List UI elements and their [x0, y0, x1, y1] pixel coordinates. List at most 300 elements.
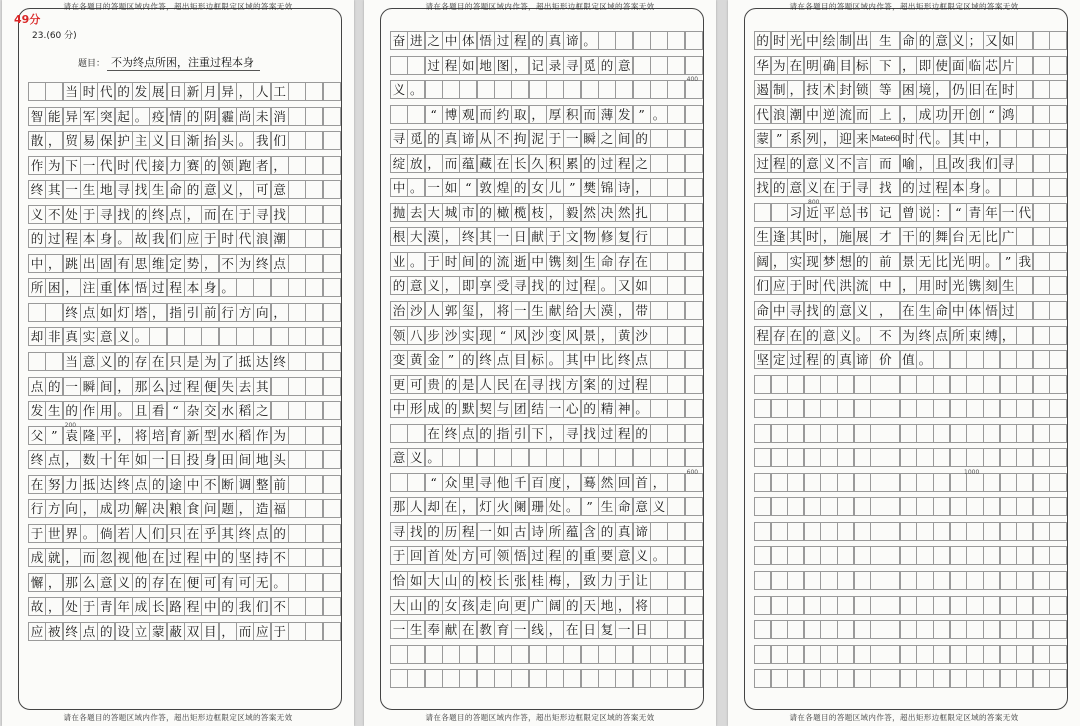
grid-cell: ，: [115, 426, 133, 445]
grid-cell: [305, 597, 323, 616]
grid-cell: [390, 105, 408, 124]
grid-cell: [305, 156, 323, 175]
grid-cell: 谛: [563, 31, 581, 50]
grid-cell: 精: [598, 399, 616, 418]
grid-cell: 团: [511, 399, 529, 418]
grid-cell: 跑: [236, 156, 254, 175]
grid-cell: ，: [563, 571, 581, 590]
grid-cell: 更: [511, 596, 529, 615]
grid-cell: 技: [804, 80, 821, 99]
grid-cell: [916, 399, 933, 418]
grid-cell: 用: [97, 401, 115, 420]
grid-cell: [598, 448, 616, 467]
grid-cell: 其: [950, 129, 967, 148]
grid-cell: [477, 669, 495, 688]
grid-cell: 。: [933, 129, 950, 148]
word-count-marker: 200: [64, 421, 77, 429]
grid-cell: 指: [167, 303, 185, 322]
grid-cell: 绽: [390, 154, 408, 173]
grid-cell: 而: [870, 154, 900, 173]
grid-cell: 在: [494, 154, 512, 173]
grid-cell: 霾: [219, 107, 237, 126]
grid-cell: [633, 645, 651, 664]
grid-cell: [685, 669, 703, 688]
grid-cell: 实: [787, 252, 804, 271]
grid-cell: [667, 252, 685, 271]
grid-cell: [1033, 448, 1050, 467]
grid-cell: 而: [80, 548, 98, 567]
grid-cell: 的: [916, 227, 933, 246]
grid-cell: [854, 546, 871, 565]
grid-cell: [916, 375, 933, 394]
grid-cell: [966, 350, 983, 369]
grid-cell: 一: [477, 522, 495, 541]
grid-cell: 目: [511, 350, 529, 369]
grid-cell: [983, 424, 1000, 443]
grid-cell: [1033, 203, 1050, 222]
grid-cell: ，: [442, 227, 460, 246]
grid-cell: [1033, 375, 1050, 394]
grid-cell: [633, 80, 651, 99]
grid-cell: 整: [253, 475, 271, 494]
grid-cell: 时: [442, 252, 460, 271]
grid-cell: 程: [546, 546, 564, 565]
grid-cell: 在: [563, 620, 581, 639]
grid-cell: 点: [80, 303, 98, 322]
grid-cell: 中: [804, 105, 821, 124]
grid-cell: 间: [97, 377, 115, 396]
grid-cell: 在: [184, 524, 202, 543]
grid-cell: 存: [771, 326, 788, 345]
grid-cell: 的: [219, 548, 237, 567]
grid-cell: 终: [459, 227, 477, 246]
grid-cell: 点: [633, 350, 651, 369]
grid-cell: [1049, 497, 1066, 516]
grid-cell: [563, 80, 581, 99]
grid-cell: ，: [184, 205, 202, 224]
grid-cell: 瞬: [581, 129, 599, 148]
grid-cell: [667, 596, 685, 615]
grid-cell: 年: [983, 203, 1000, 222]
grid-cell: [650, 154, 668, 173]
grid-cell: [771, 473, 788, 492]
grid-cell: ，: [615, 301, 633, 320]
grid-cell: ，: [80, 499, 98, 518]
grid-cell: [854, 571, 871, 590]
grid-cell: [754, 571, 771, 590]
grid-cell: 点: [933, 326, 950, 345]
grid-cell: [1049, 473, 1066, 492]
grid-cell: 实: [459, 326, 477, 345]
grid-cell: [581, 645, 599, 664]
grid-cell: [667, 620, 685, 639]
grid-cell: [820, 571, 837, 590]
grid-cell: 献: [442, 620, 460, 639]
grid-cell: 代: [754, 105, 771, 124]
grid-cell: 找: [529, 276, 547, 295]
grid-cell: 过: [563, 276, 581, 295]
grid-cell: [950, 424, 967, 443]
grid-cell: 持: [253, 548, 271, 567]
grid-cell: 下: [63, 156, 81, 175]
grid-cell: 作: [80, 401, 98, 420]
grid-cell: 又: [615, 276, 633, 295]
grid-cell: 山: [442, 571, 460, 590]
grid-cell: 中: [870, 276, 900, 295]
grid-cell: [837, 571, 854, 590]
grid-cell: 在: [28, 475, 46, 494]
grid-cell: 突: [97, 107, 115, 126]
grid-cell: [288, 180, 306, 199]
grid-cell: 义: [837, 326, 854, 345]
grid-cell: 维: [149, 254, 167, 273]
grid-cell: 蒙: [754, 129, 771, 148]
grid-cell: [1016, 473, 1033, 492]
grid-cell: [916, 571, 933, 590]
grid-cell: 们: [983, 154, 1000, 173]
grid-cell: [1049, 276, 1066, 295]
grid-cell: 可: [253, 180, 271, 199]
grid-cell: 智: [28, 107, 46, 126]
grid-cell: 的: [132, 205, 150, 224]
grid-cell: 指: [494, 424, 512, 443]
grid-cell: [1000, 473, 1017, 492]
grid-cell: 不: [201, 475, 219, 494]
grid-cell: [323, 475, 341, 494]
grid-cell: [390, 424, 408, 443]
grid-cell: [820, 522, 837, 541]
grid-cell: 中: [581, 350, 599, 369]
grid-cell: ，: [115, 377, 133, 396]
grid-cell: 出: [854, 31, 871, 50]
grid-cell: 不: [494, 129, 512, 148]
grid-cell: 么: [149, 377, 167, 396]
grid-cell: ，: [870, 301, 900, 320]
grid-cell: [950, 375, 967, 394]
grid-cell: 的: [459, 350, 477, 369]
grid-cell: 为: [771, 56, 788, 75]
grid-cell: 在: [219, 205, 237, 224]
grid-cell: 么: [80, 573, 98, 592]
grid-cell: [1049, 105, 1066, 124]
grid-cell: [950, 571, 967, 590]
grid-cell: 教: [477, 620, 495, 639]
grid-cell: [1033, 227, 1050, 246]
grid-cell: 浪: [253, 229, 271, 248]
grid-cell: 义: [115, 573, 133, 592]
grid-cell: [323, 278, 341, 297]
grid-cell: 心: [563, 399, 581, 418]
grid-cell: 毅: [563, 203, 581, 222]
grid-cell: 孩: [459, 596, 477, 615]
grid-cell: 遏: [754, 80, 771, 99]
grid-cell: 。: [132, 327, 150, 346]
grid-cell: 刻: [983, 276, 1000, 295]
grid-cell: ，: [983, 129, 1000, 148]
grid-cell: ，: [820, 129, 837, 148]
grid-cell: 身: [966, 178, 983, 197]
grid-cell: [854, 522, 871, 541]
grid-cell: [1033, 399, 1050, 418]
grid-cell: [820, 596, 837, 615]
grid-cell: [804, 546, 821, 565]
grid-cell: [45, 303, 63, 322]
grid-cell: [754, 645, 771, 664]
grid-cell: [407, 473, 425, 492]
grid-cell: 意: [804, 154, 821, 173]
grid-cell: [1016, 522, 1033, 541]
grid-cell: [667, 56, 685, 75]
grid-cell: 力: [167, 156, 185, 175]
grid-cell: [28, 82, 46, 101]
grid-cell: 一: [390, 620, 408, 639]
grid-cell: 说: [916, 203, 933, 222]
grid-cell: [900, 571, 917, 590]
grid-cell: [323, 450, 341, 469]
grid-cell: 程: [933, 178, 950, 197]
grid-cell: [494, 80, 512, 99]
grid-cell: 比: [933, 252, 950, 271]
grid-cell: “: [950, 203, 967, 222]
grid-cell: 积: [546, 154, 564, 173]
grid-cell: 悟: [132, 278, 150, 297]
grid-cell: 恰: [390, 571, 408, 590]
grid-cell: 迎: [837, 129, 854, 148]
grid-cell: [650, 252, 668, 271]
grid-cell: [900, 399, 917, 418]
grid-cell: [685, 399, 703, 418]
grid-cell: ，: [236, 499, 254, 518]
grid-cell: 我: [149, 229, 167, 248]
grid-cell: [219, 327, 237, 346]
grid-cell: 作: [28, 156, 46, 175]
grid-cell: 黄: [407, 350, 425, 369]
grid-cell: ，: [916, 154, 933, 173]
grid-cell: 之: [598, 129, 616, 148]
grid-cell: ，: [236, 82, 254, 101]
grid-cell: 在: [633, 252, 651, 271]
grid-cell: 人: [425, 301, 443, 320]
grid-cell: 在: [425, 424, 443, 443]
grid-cell: [236, 327, 254, 346]
grid-cell: 。: [916, 350, 933, 369]
grid-cell: [950, 596, 967, 615]
grid-cell: 神: [615, 399, 633, 418]
grid-cell: [598, 669, 616, 688]
grid-cell: ，: [546, 424, 564, 443]
grid-cell: 过: [425, 56, 443, 75]
grid-cell: 天: [581, 596, 599, 615]
grid-cell: 我: [236, 597, 254, 616]
grid-cell: [253, 278, 271, 297]
grid-cell: [305, 131, 323, 150]
grid-cell: [305, 107, 323, 126]
grid-cell: 沙: [407, 301, 425, 320]
grid-cell: 回: [407, 546, 425, 565]
grid-cell: 光: [950, 276, 967, 295]
grid-cell: 程: [167, 278, 185, 297]
grid-cell: [667, 448, 685, 467]
grid-cell: [771, 620, 788, 639]
grid-cell: [305, 327, 323, 346]
grid-cell: [511, 669, 529, 688]
grid-cell: 终: [916, 326, 933, 345]
grid-cell: 过: [167, 548, 185, 567]
grid-cell: [1000, 497, 1017, 516]
grid-cell: [407, 105, 425, 124]
grid-cell: [1000, 546, 1017, 565]
grid-cell: 决: [149, 499, 167, 518]
grid-cell: 日: [167, 131, 185, 150]
grid-cell: [837, 522, 854, 541]
grid-cell: 寻: [854, 178, 871, 197]
grid-cell: 张: [511, 571, 529, 590]
grid-cell: [685, 227, 703, 246]
grid-cell: 意: [97, 327, 115, 346]
grid-cell: [950, 669, 967, 688]
grid-cell: 长: [149, 597, 167, 616]
grid-cell: 其: [253, 377, 271, 396]
grid-cell: [667, 546, 685, 565]
grid-cell: 久: [529, 154, 547, 173]
grid-cell: 如: [633, 276, 651, 295]
grid-cell: 义: [115, 327, 133, 346]
grid-cell: 可: [236, 573, 254, 592]
grid-cell: [1049, 669, 1066, 688]
grid-cell: 阔: [546, 596, 564, 615]
grid-cell: “: [494, 326, 512, 345]
grid-cell: 而: [442, 154, 460, 173]
grid-cell: 成: [425, 399, 443, 418]
grid-cell: [323, 426, 341, 445]
grid-cell: [771, 571, 788, 590]
grid-cell: 程: [459, 522, 477, 541]
grid-cell: Mate60: [870, 129, 900, 148]
grid-cell: 桂: [529, 571, 547, 590]
grid-cell: [563, 448, 581, 467]
question-number: 23.(60 分): [32, 31, 77, 41]
sheet-notice-top: 请在各题目的答题区域内作答，超出矩形边框限定区域的答案无效: [789, 2, 1019, 11]
grid-cell: [933, 375, 950, 394]
grid-cell: 市: [459, 203, 477, 222]
grid-cell: 去: [407, 203, 425, 222]
grid-cell: [787, 424, 804, 443]
grid-cell: 成: [97, 499, 115, 518]
grid-cell: 时: [804, 227, 821, 246]
grid-cell: 型: [201, 426, 219, 445]
grid-cell: 记: [870, 203, 900, 222]
grid-cell: 不: [219, 254, 237, 273]
grid-cell: [477, 448, 495, 467]
grid-cell: [288, 352, 306, 371]
grid-cell: 寻: [563, 424, 581, 443]
grid-cell: [650, 301, 668, 320]
grid-cell: 身: [201, 278, 219, 297]
grid-cell: 日: [511, 227, 529, 246]
grid-cell: 意: [271, 180, 289, 199]
grid-cell: [667, 497, 685, 516]
grid-cell: ，: [563, 473, 581, 492]
grid-cell: 那: [132, 377, 150, 396]
grid-cell: [667, 399, 685, 418]
grid-cell: [854, 473, 871, 492]
grid-cell: [950, 350, 967, 369]
grid-cell: 城: [442, 203, 460, 222]
grid-cell: ，: [900, 276, 917, 295]
grid-cell: 日: [167, 450, 185, 469]
grid-cell: 程: [615, 154, 633, 173]
grid-cell: [615, 669, 633, 688]
grid-cell: [442, 669, 460, 688]
grid-cell: 义: [390, 80, 408, 99]
grid-cell: [771, 424, 788, 443]
grid-cell: [1016, 546, 1033, 565]
grid-cell: 于: [28, 524, 46, 543]
grid-cell: ，: [546, 620, 564, 639]
grid-cell: 时: [219, 229, 237, 248]
grid-cell: 点: [167, 205, 185, 224]
grid-cell: [950, 645, 967, 664]
grid-cell: 头: [219, 131, 237, 150]
grid-cell: 真: [615, 522, 633, 541]
grid-cell: [667, 522, 685, 541]
grid-cell: [667, 645, 685, 664]
grid-cell: ，: [900, 105, 917, 124]
grid-cell: [685, 56, 703, 75]
grid-cell: 觅: [581, 56, 599, 75]
grid-cell: [650, 80, 668, 99]
grid-cell: 路: [167, 597, 185, 616]
grid-cell: 新: [184, 426, 202, 445]
grid-cell: 然: [581, 203, 599, 222]
grid-cell: [581, 669, 599, 688]
grid-cell: [804, 497, 821, 516]
grid-cell: 们: [253, 597, 271, 616]
grid-cell: 找: [271, 205, 289, 224]
grid-cell: 点: [80, 622, 98, 641]
grid-cell: 生: [407, 620, 425, 639]
grid-cell: 之: [425, 31, 443, 50]
grid-cell: 时: [771, 31, 788, 50]
grid-cell: 。: [236, 131, 254, 150]
grid-cell: [271, 401, 289, 420]
grid-cell: 终: [615, 350, 633, 369]
grid-cell: [1000, 571, 1017, 590]
grid-cell: [837, 375, 854, 394]
grid-cell: 投: [184, 450, 202, 469]
grid-cell: 本: [184, 278, 202, 297]
grid-cell: 的: [459, 571, 477, 590]
grid-cell: 刻: [563, 252, 581, 271]
grid-cell: [323, 303, 341, 322]
grid-cell: 成: [916, 105, 933, 124]
grid-cell: [900, 448, 917, 467]
grid-cell: 蔽: [167, 622, 185, 641]
grid-cell: 父: [28, 426, 46, 445]
grid-cell: [787, 375, 804, 394]
grid-cell: 过: [149, 278, 167, 297]
grid-cell: [305, 377, 323, 396]
grid-cell: [1033, 326, 1050, 345]
grid-cell: 然: [598, 473, 616, 492]
grid-cell: 护: [115, 131, 133, 150]
grid-cell: 。: [650, 546, 668, 565]
grid-cell: [323, 377, 341, 396]
grid-cell: ，: [45, 131, 63, 150]
grid-cell: [288, 131, 306, 150]
grid-cell: 终: [149, 205, 167, 224]
grid-cell: 地: [97, 180, 115, 199]
